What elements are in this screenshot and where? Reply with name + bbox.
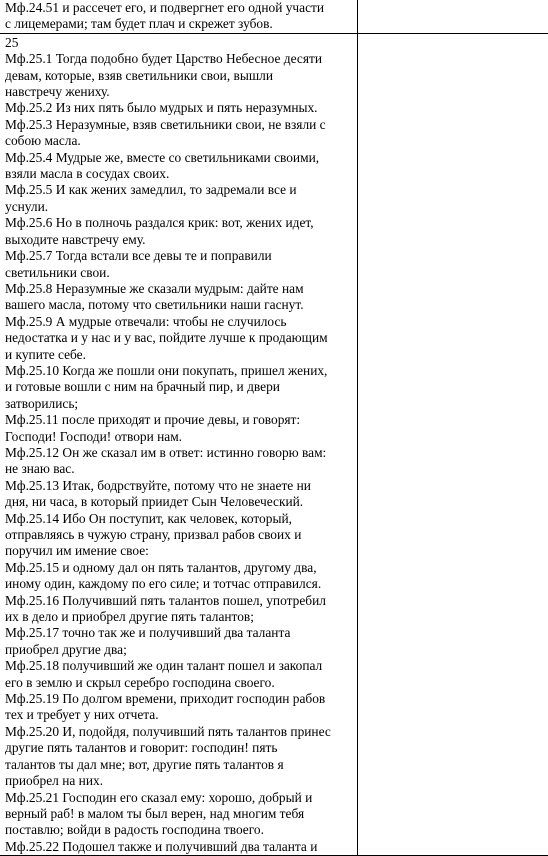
verse-line: Мф.25.15 и одному дал он пять талантов, другому два, [5,560,353,576]
verse-line: его в землю и скрыл серебро господина своего. [5,675,353,691]
verse-line: собою масла. [5,133,353,149]
verse-line: затворились; [5,396,353,412]
verse-line: Мф.25.17 точно так же и получивший два таланта [5,625,353,641]
verse-line: Мф.25.6 Но в полночь раздался крик: вот, жених идет, [5,215,353,231]
verse-line: тех и требует у них отчета. [5,707,353,723]
side-cell [358,0,548,33]
verse-line: иному один, каждому по его силе; и тотчас отправился. [5,576,353,592]
table-row [0,0,548,33]
verse-text-cell [0,0,358,33]
verse-line: Мф.25.14 Ибо Он поступит, как человек, который, [5,511,353,527]
side-cell [358,33,548,855]
verse-line: Мф.25.11 после приходят и прочие девы, и говорят: [5,412,353,428]
verse-line: Мф.25.12 Он же сказал им в ответ: истинно говорю вам: [5,445,353,461]
verse-line: другие пять талантов и говорит: господин! пять [5,740,353,756]
verse-line: не знаю вас. [5,461,353,477]
verse-line: Мф.25.1 Тогда подобно будет Царство Небесное десяти [5,51,353,67]
verse-line: Мф.25.5 И как жених замедлил, то задремали все и [5,182,353,198]
table-row [0,33,548,855]
verse-text-cell [0,33,358,855]
verse-line: талантов ты дал мне; вот, другие пять талантов я [5,757,353,773]
verse-line: их в дело и приобрел другие пять талантов; [5,609,353,625]
verse-line: Мф.25.20 И, подойдя, получивший пять талантов принес [5,724,353,740]
verse-line: и купите себе. [5,347,353,363]
verse-line: и готовые вошли с ним на брачный пир, и двери [5,379,353,395]
verse-line: Мф.25.13 Итак, бодрствуйте, потому что не знаете ни [5,478,353,494]
verse-line: вашего масла, потому что светильники наши гаснут. [5,297,353,313]
verse-line: навстречу жениху. [5,84,353,100]
verse-line: взяли масла в сосудах своих. [5,166,353,182]
verse-line: Мф.25.19 По долгом времени, приходит господин рабов [5,691,353,707]
verse-line: светильники свои. [5,265,353,281]
verse-line: поставлю; войди в радость господина твоего. [5,822,353,838]
verse-line: недостатка и у нас и у вас, пойдите лучше к продающим [5,330,353,346]
verse-line: с лицемерами; там будет плач и скрежет зубов. [5,16,353,32]
verse-line: Мф.25.4 Мудрые же, вместе со светильниками своими, [5,150,353,166]
verse-line: Мф.25.2 Из них пять было мудрых и пять неразумных. [5,100,353,116]
verse-line: Мф.25.10 Когда же пошли они покупать, пришел жених, [5,363,353,379]
verse-line: Мф.25.21 Господин его сказал ему: хорошо, добрый и [5,790,353,806]
verse-line: Мф.24.51 и рассечет его, и подвергнет его одной участи [5,0,353,16]
verse-line: Мф.25.18 получивший же один талант пошел и закопал [5,658,353,674]
verse-line: Господи! Господи! отвори нам. [5,429,353,445]
verse-line: Мф.25.16 Получивший пять талантов пошел, употребил [5,593,353,609]
verse-line: верный раб! в малом ты был верен, над многим тебя [5,806,353,822]
verse-line: девам, которые, взяв светильники свои, вышли [5,68,353,84]
verse-line: приобрел другие два; [5,642,353,658]
verse-line: уснули. [5,199,353,215]
chapter-number: 25 [5,35,353,51]
verse-line: Мф.25.9 А мудрые отвечали: чтобы не случилось [5,314,353,330]
verse-line: выходите навстречу ему. [5,232,353,248]
verse-line: дня, ни часа, в который приидет Сын Человеческий. [5,494,353,510]
verse-line: поручил им имение свое: [5,543,353,559]
verse-line: отправляясь в чужую страну, призвал рабов своих и [5,527,353,543]
verse-line: Мф.25.8 Неразумные же сказали мудрым: дайте нам [5,281,353,297]
verse-line: Мф.25.3 Неразумные, взяв светильники свои, не взяли с [5,117,353,133]
verse-line: Мф.25.7 Тогда встали все девы те и поправили [5,248,353,264]
verse-line: приобрел на них. [5,773,353,789]
verse-line: Мф.25.22 Подошел также и получивший два таланта и [5,839,353,855]
